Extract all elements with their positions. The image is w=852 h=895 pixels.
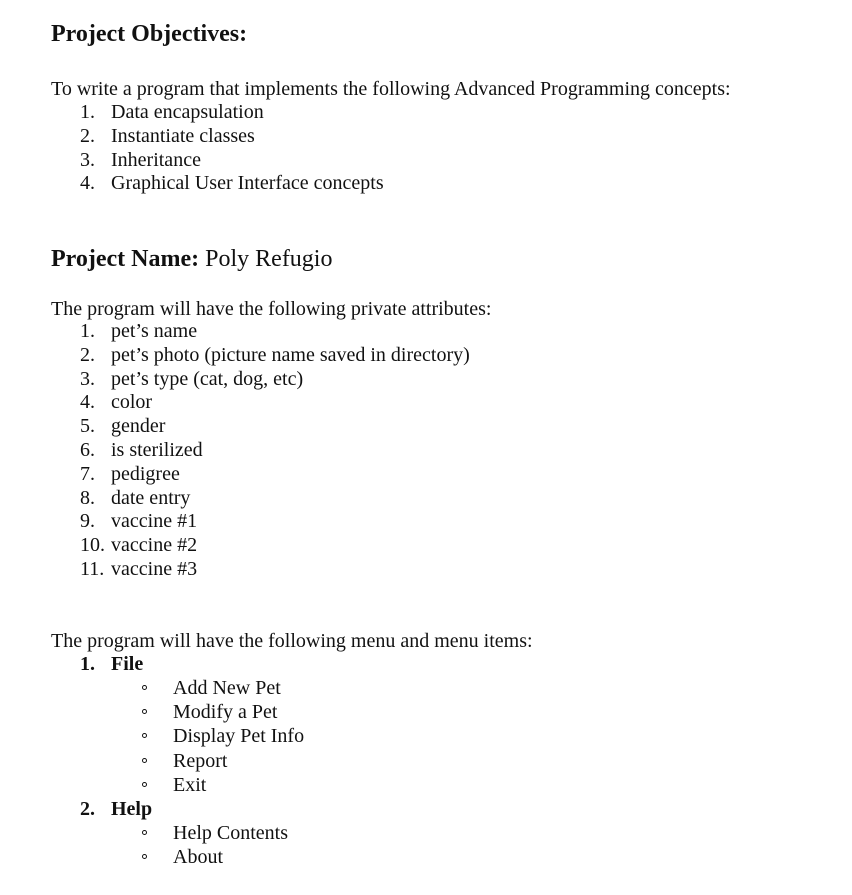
list-item [80,558,470,582]
project-name-label: Project Name: [51,246,200,272]
objectives-intro: To write a program that implements the following Advanced Programming concepts: [51,78,731,100]
list-item-text: is sterilized [111,438,203,461]
list-item-number: 9. [80,510,95,533]
menu-group-file [80,652,304,797]
menu-item-label: Modify a Pet [173,701,278,724]
menu-item [111,821,304,845]
menu-group-number: 1. [80,653,95,675]
list-item [80,125,384,149]
menu-item-label: Report [173,749,228,772]
list-item-number: 6. [80,438,95,461]
menu-item [111,724,304,748]
list-item-number: 1. [80,101,95,123]
list-item-number: 1. [80,320,95,342]
menu-items-list [111,676,304,797]
project-name-heading [51,245,332,273]
menu-item-label: Help Contents [173,821,288,844]
menu-item [111,749,304,773]
list-item-number: 11. [80,557,105,580]
circle-bullet-icon [142,709,147,714]
objectives-list [80,101,384,196]
list-item-number: 7. [80,462,95,485]
circle-bullet-icon [142,854,147,859]
list-item [80,172,384,196]
list-item-number: 3. [80,148,95,171]
list-item-text: vaccine #1 [111,510,198,533]
menu-group-help [80,797,304,869]
list-item [80,101,384,125]
list-item-text: Data encapsulation [111,101,264,123]
list-item [80,463,470,487]
circle-bullet-icon [142,758,147,763]
menu-group-number: 2. [80,797,95,820]
menu-group-title: File [111,653,144,675]
list-item-text: Graphical User Interface concepts [111,172,384,195]
circle-bullet-icon [142,733,147,738]
list-item [80,344,470,368]
list-item-text: date entry [111,486,191,509]
list-item-text: vaccine #2 [111,534,198,557]
menu-intro: The program will have the following menu and menu items: [51,630,533,652]
menu-item [111,773,304,797]
menu-item-label: Display Pet Info [173,725,305,748]
list-item-text: pet’s name [111,320,198,342]
list-item-text: pet’s photo (picture name saved in directory) [111,343,470,366]
list-item-text: vaccine #3 [111,557,198,580]
menu-item-label: Exit [173,773,207,796]
menu-items-list [111,821,304,869]
list-item-text: Instantiate classes [111,124,255,147]
project-name-value: Poly Refugio [205,246,333,272]
list-item-number: 5. [80,415,95,438]
list-item [80,415,470,439]
menu-item-label: About [173,846,223,869]
list-item [80,368,470,392]
list-item-number: 8. [80,486,95,509]
menu-item [111,845,304,869]
menu-item-label: Add New Pet [173,677,281,699]
list-item-text: pet’s type (cat, dog, etc) [111,367,304,390]
menu-list [80,652,304,869]
list-item [80,439,470,463]
circle-bullet-icon [142,830,147,835]
list-item-number: 3. [80,367,95,390]
list-item [80,510,470,534]
circle-bullet-icon [142,782,147,787]
list-item-text: pedigree [111,462,180,485]
attributes-intro: The program will have the following private attributes: [51,298,492,320]
list-item-text: gender [111,415,166,438]
menu-group-title: Help [111,797,153,820]
list-item [80,487,470,511]
menu-item [111,676,304,700]
list-item-text: Inheritance [111,148,201,171]
list-item-number: 2. [80,124,95,147]
list-item [80,391,470,415]
list-item-text: color [111,391,153,414]
list-item [80,320,470,344]
list-item-number: 4. [80,391,95,414]
circle-bullet-icon [142,685,147,690]
list-item [80,534,470,558]
list-item [80,149,384,173]
list-item-number: 2. [80,343,95,366]
objectives-heading: Project Objectives: [51,21,248,47]
list-item-number: 10. [80,534,105,557]
list-item-number: 4. [80,172,95,195]
menu-item [111,700,304,724]
attributes-list [80,320,470,582]
